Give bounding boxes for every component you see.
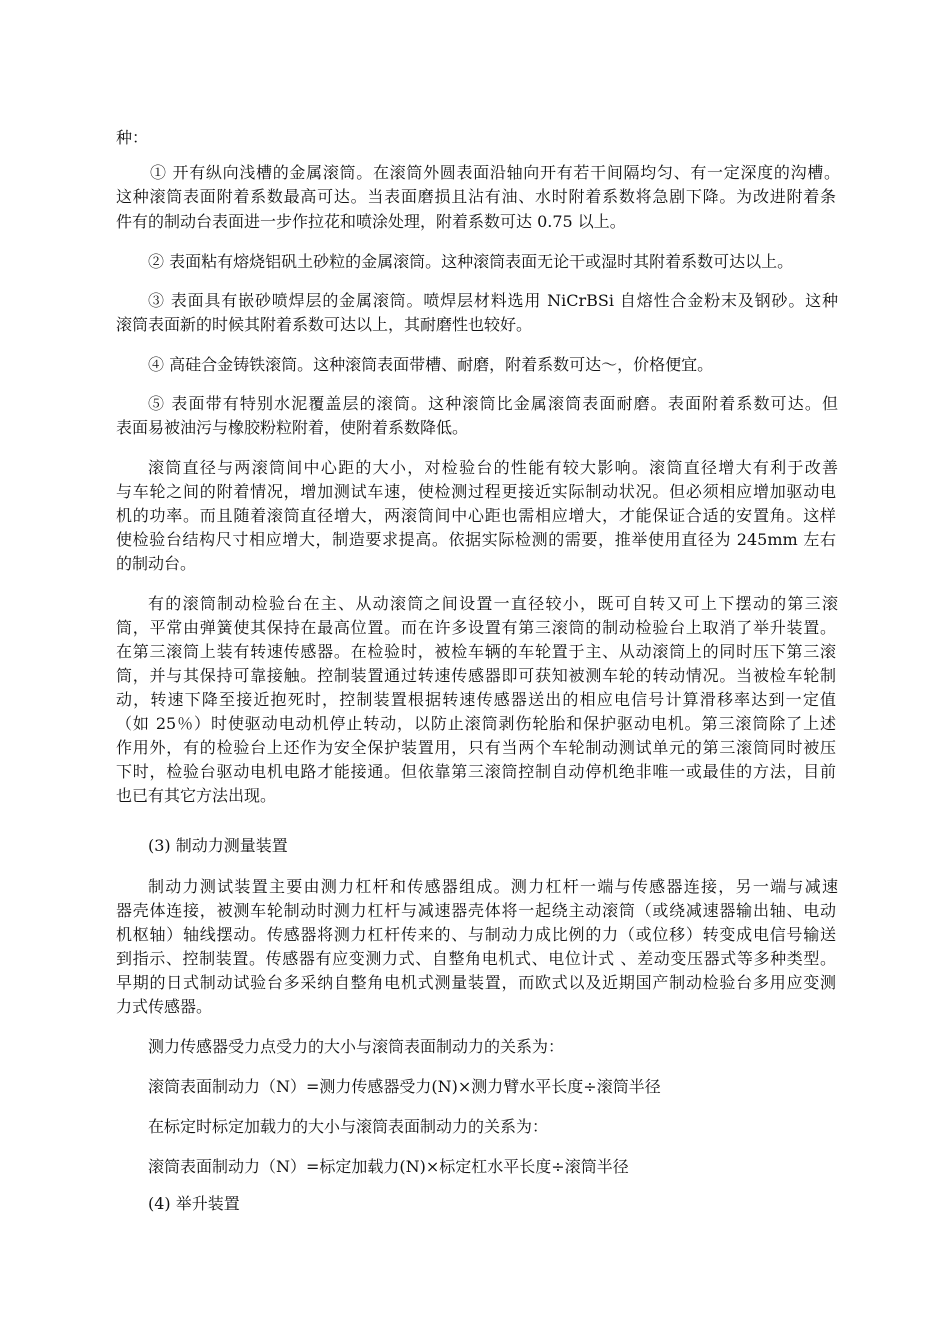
text-line: 筒，并与其保持可靠接触。控制装置通过转速传感器即可获知被测车轮的转动情况。当被检车轮制 bbox=[116, 666, 836, 685]
text-line: （如 25％）时使驱动电动机停止转动，以防止滚筒剥伤轮胎和保护驱动电机。第三滚筒除了上述 bbox=[116, 714, 836, 733]
text-line: 在标定时标定加载力的大小与滚筒表面制动力的关系为： bbox=[148, 1117, 549, 1136]
text-line: 器壳体连接，被测车轮制动时测力杠杆与减速器壳体将一起绕主动滚筒（或绕减速器输出轴、电动 bbox=[116, 901, 836, 920]
text-line: ⑤ 表面带有特别水泥覆盖层的滚筒。这种滚筒比金属滚筒表面耐磨。表面附着系数可达。但 bbox=[148, 394, 838, 413]
text-line: 下时，检验台驱动电机电路才能接通。但依靠第三滚筒控制自动停机绝非唯一或最佳的方法，目前 bbox=[116, 762, 836, 781]
text-line: 在第三滚筒上装有转速传感器。在检验时，被检车辆的车轮置于主、从动滚筒上的同时压下第三滚 bbox=[116, 642, 836, 661]
text-line: 机枢轴）轴线摆动。传感器将测力杠杆传来的、与制动力成比例的力（或位移）转变成电信号输送 bbox=[116, 925, 836, 944]
section-heading: (4) 举升装置 bbox=[148, 1194, 240, 1213]
text-line: 表面易被油污与橡胶粉粒附着，使附着系数降低。 bbox=[116, 418, 469, 437]
text-line: 使检验台结构尺寸相应增大，制造要求提高。依据实际检测的需要，推举使用直径为 245mm 左右 bbox=[116, 530, 836, 549]
text-line: 制动力测试装置主要由测力杠杆和传感器组成。测力杠杆一端与传感器连接，另一端与减速 bbox=[148, 877, 838, 896]
text-line: 滚筒直径与两滚筒间中心距的大小，对检验台的性能有较大影响。滚筒直径增大有利于改善 bbox=[148, 458, 838, 477]
text-line: ③ 表面具有嵌砂喷焊层的金属滚筒。喷焊层材料选用 NiCrBSi 自熔性合金粉末及钢砂。这种 bbox=[148, 291, 838, 310]
text-line: 滚筒表面新的时候其附着系数可达以上，其耐磨性也较好。 bbox=[116, 315, 533, 334]
text-line: ② 表面粘有熔烧铝矾土砂粒的金属滚筒。这种滚筒表面无论干或湿时其附着系数可达以上。 bbox=[148, 252, 794, 271]
text-line: 早期的日式制动试验台多采纳自整角电机式测量装置，而欧式以及近期国产制动检验台多用应变测 bbox=[116, 973, 836, 992]
text-line: 筒，平常由弹簧使其保持在最高位置。而在许多设置有第三滚筒的制动检验台上取消了举升装置。 bbox=[116, 618, 836, 637]
text-line: ① 开有纵向浅槽的金属滚筒。在滚筒外圆表面沿轴向开有若干间隔均匀、有一定深度的沟槽。 bbox=[150, 163, 840, 182]
text-line: 也已有其它方法出现。 bbox=[116, 786, 277, 805]
formula-line: 滚筒表面制动力（N）=标定加载力(N)×标定杠水平长度÷滚筒半径 bbox=[148, 1157, 629, 1176]
text-line: 动，转速下降至接近抱死时，控制装置根据转速传感器送出的相应电信号计算滑移率达到一定值 bbox=[116, 690, 836, 709]
text-line: 种： bbox=[116, 128, 149, 147]
text-line: 测力传感器受力点受力的大小与滚筒表面制动力的关系为： bbox=[148, 1037, 565, 1056]
text-line: 力式传感器。 bbox=[116, 997, 213, 1016]
formula-line: 滚筒表面制动力（N）=测力传感器受力(N)×测力臂水平长度÷滚筒半径 bbox=[148, 1077, 661, 1096]
text-line: 有的滚筒制动检验台在主、从动滚筒之间设置一直径较小，既可自转又可上下摆动的第三滚 bbox=[148, 594, 838, 613]
text-line: 作用外，有的检验台上还作为安全保护装置用，只有当两个车轮制动测试单元的第三滚筒同时被压 bbox=[116, 738, 836, 757]
text-line: 与车轮之间的附着情况，增加测试车速，使检测过程更接近实际制动状况。但必须相应增加驱动电 bbox=[116, 482, 836, 501]
text-line: 的制动台。 bbox=[116, 554, 197, 573]
section-heading: (3) 制动力测量装置 bbox=[148, 836, 288, 855]
text-line: 到指示、控制装置。传感器有应变测力式、自整角电机式、电位计式 、差动变压器式等多种类型。 bbox=[116, 949, 836, 968]
text-line: 件有的制动台表面进一步作拉花和喷涂处理，附着系数可达 0.75 以上。 bbox=[116, 212, 626, 231]
text-line: ④ 高硅合金铸铁滚筒。这种滚筒表面带槽、耐磨，附着系数可达～，价格便宜。 bbox=[148, 355, 714, 374]
text-line: 这种滚筒表面附着系数最高可达。当表面磨损且沾有油、水时附着系数将急剧下降。为改进附着条 bbox=[116, 187, 836, 206]
text-line: 机的功率。而且随着滚筒直径增大，两滚筒间中心距也需相应增大，才能保证合适的安置角。这样 bbox=[116, 506, 836, 525]
